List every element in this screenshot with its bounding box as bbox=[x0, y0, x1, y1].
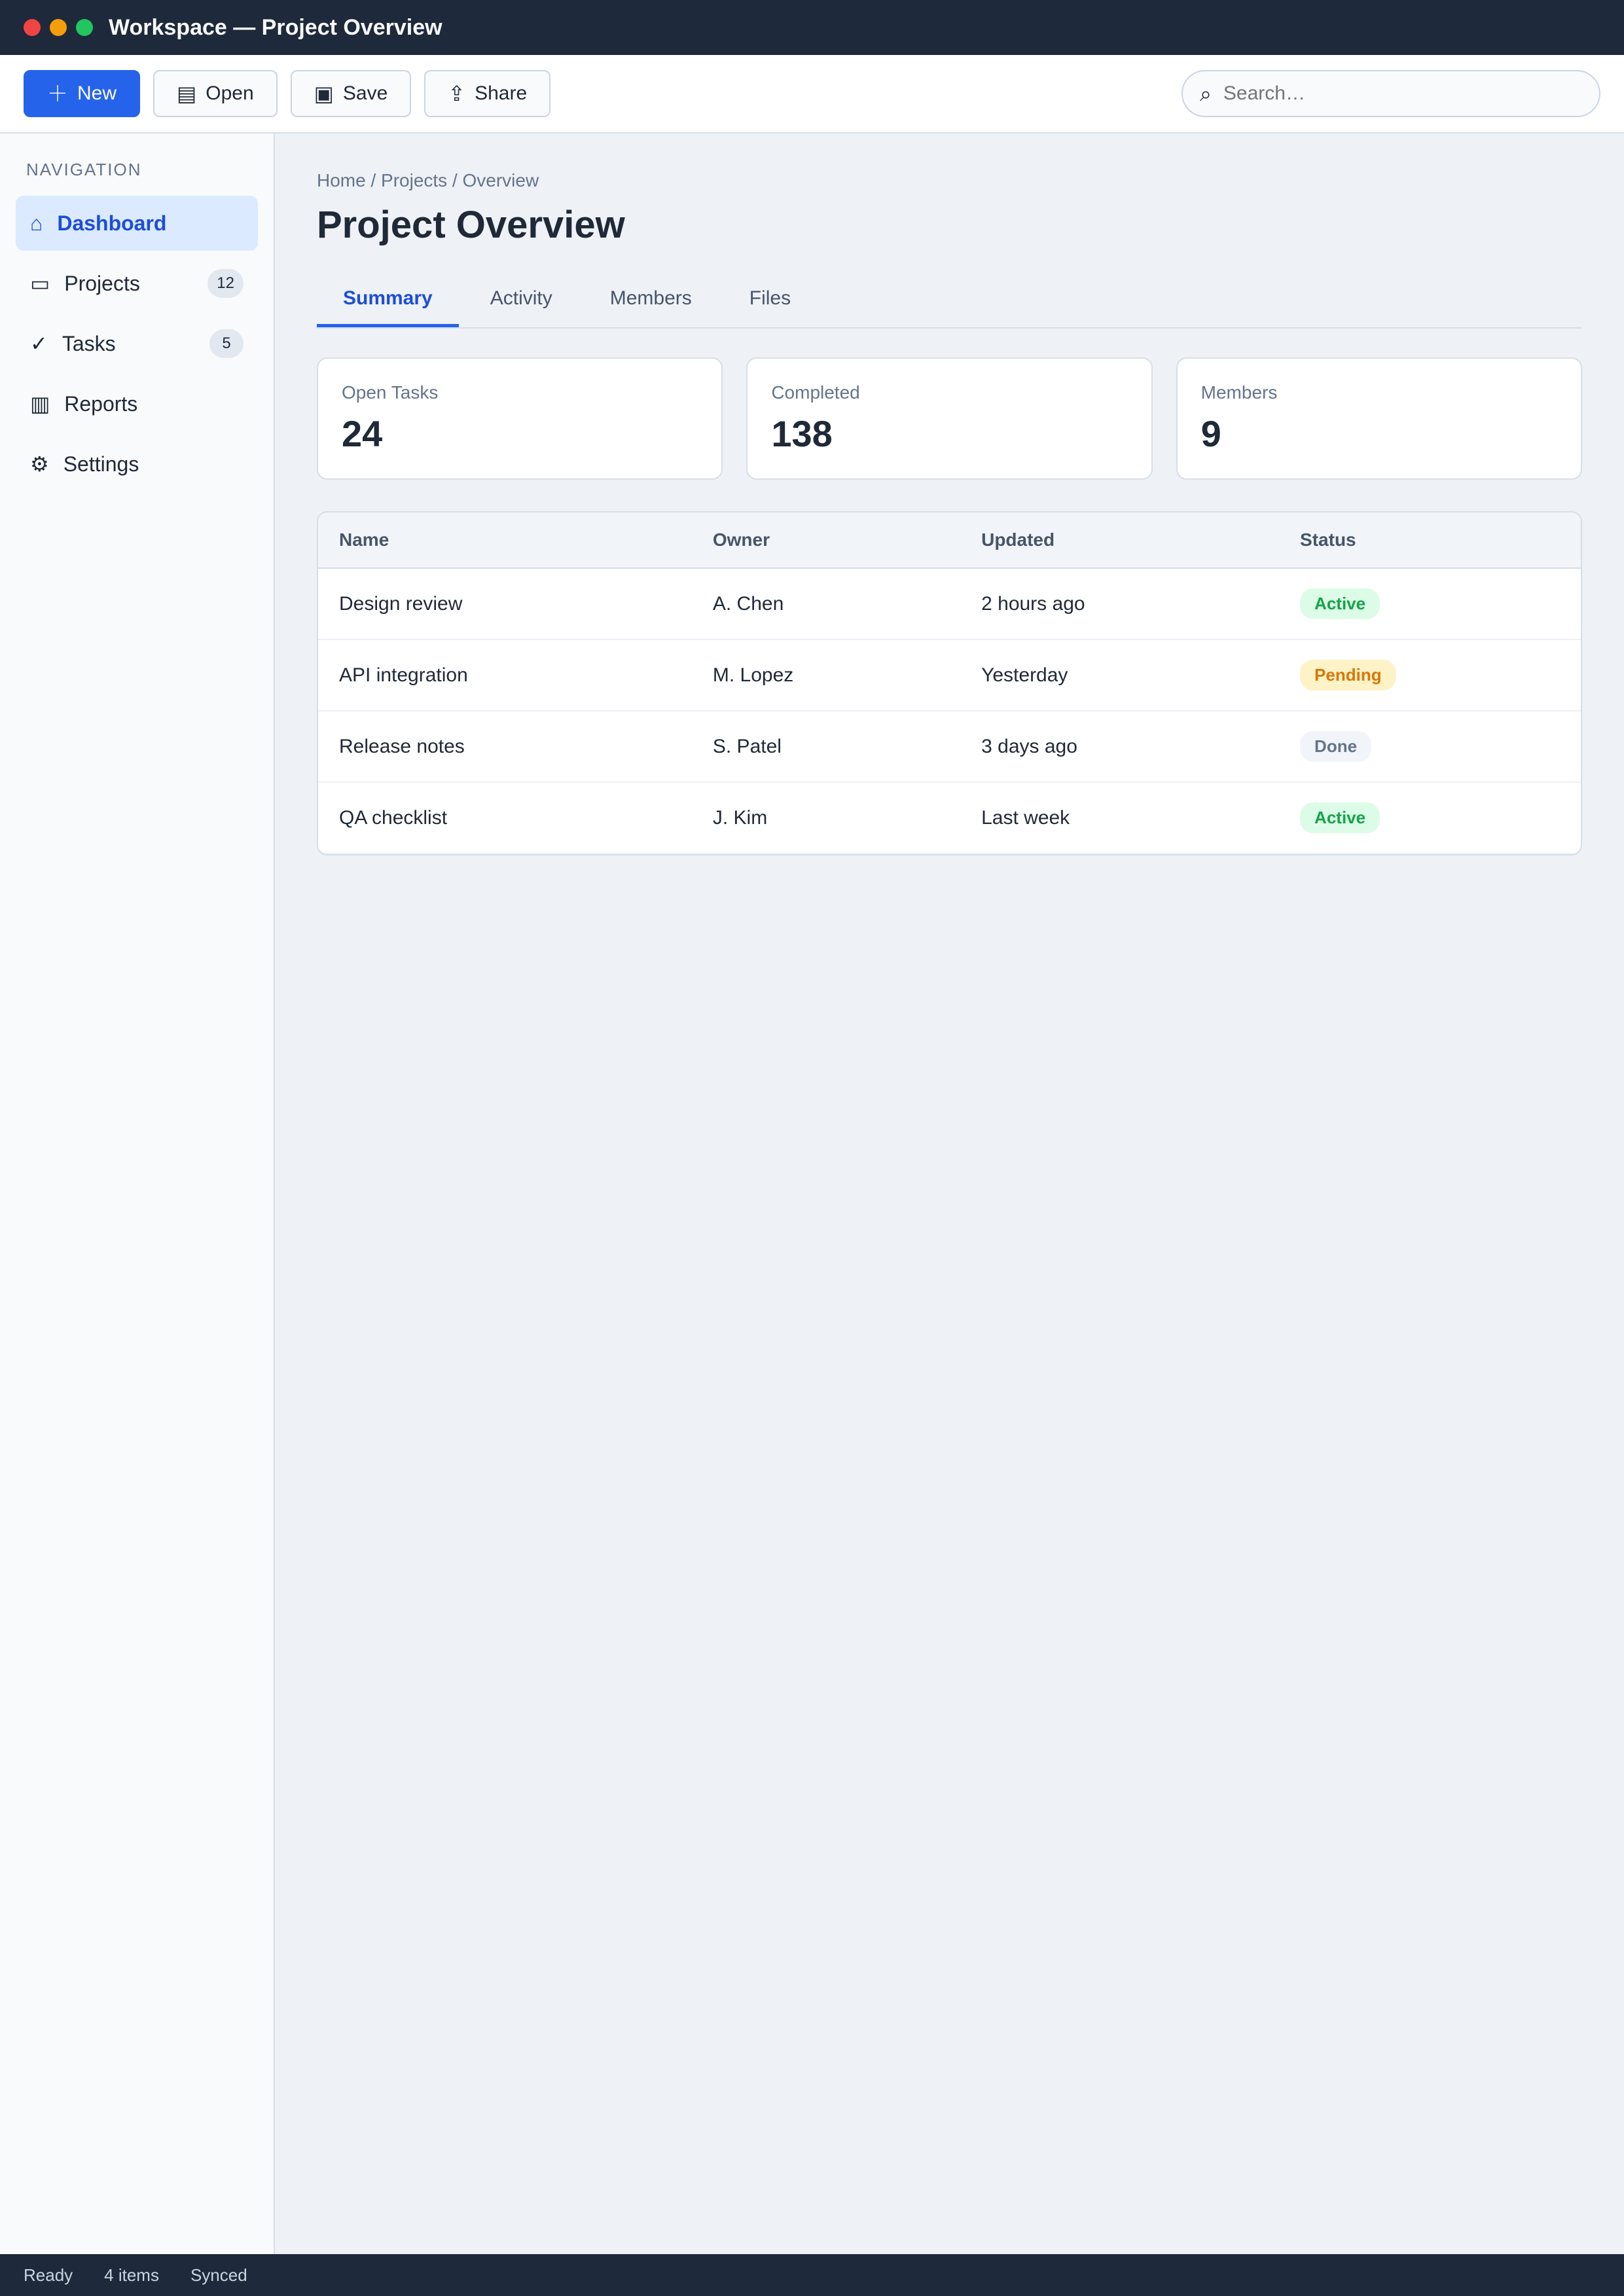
search-input[interactable] bbox=[1222, 82, 1582, 105]
tab-bar bbox=[317, 273, 1582, 329]
cell-status bbox=[1279, 711, 1581, 782]
sidebar bbox=[0, 134, 275, 2254]
chart-icon: ▥ bbox=[30, 392, 50, 416]
count-badge: 12 bbox=[208, 269, 244, 298]
cell-updated: 2 hours ago bbox=[960, 568, 1279, 639]
column-header[interactable]: Owner bbox=[692, 512, 960, 568]
plus-icon: ＋ bbox=[47, 82, 69, 105]
table-row[interactable] bbox=[318, 568, 1581, 639]
save-icon: ▣ bbox=[314, 82, 334, 105]
card-label: Completed bbox=[771, 382, 860, 403]
column-header[interactable]: Status bbox=[1279, 512, 1581, 568]
sidebar-item-reports[interactable] bbox=[16, 376, 258, 431]
cell-owner: M. Lopez bbox=[692, 639, 960, 711]
status-badge: Active bbox=[1300, 588, 1380, 619]
sidebar-heading: NAVIGATION bbox=[26, 160, 142, 179]
table-header-row bbox=[318, 512, 1581, 568]
cell-status bbox=[1279, 568, 1581, 639]
open-button[interactable] bbox=[153, 70, 278, 117]
cell-name: Design review bbox=[318, 568, 692, 639]
sidebar-item-label: Projects bbox=[64, 271, 140, 295]
cell-name: Release notes bbox=[318, 711, 692, 782]
summary-card bbox=[1176, 357, 1582, 480]
home-icon: ⌂ bbox=[30, 211, 43, 235]
card-value: 138 bbox=[771, 413, 833, 454]
cell-updated: Last week bbox=[960, 782, 1279, 853]
card-label: Members bbox=[1200, 382, 1278, 403]
tab-summary[interactable]: Summary bbox=[317, 273, 459, 327]
title-bar bbox=[0, 0, 1624, 55]
window-title: Workspace — Project Overview bbox=[109, 14, 442, 40]
count-badge: 5 bbox=[209, 329, 244, 358]
check-icon: ✓ bbox=[30, 332, 48, 355]
status-middle: 4 items bbox=[104, 2265, 159, 2285]
cell-updated: Yesterday bbox=[960, 639, 1279, 711]
card-value: 9 bbox=[1200, 413, 1221, 454]
window-controls bbox=[24, 19, 93, 36]
column-header[interactable]: Name bbox=[318, 512, 692, 568]
new-button-label: New bbox=[77, 82, 117, 104]
search-icon: ⌕ bbox=[1200, 82, 1212, 105]
share-icon: ⇪ bbox=[448, 82, 466, 105]
status-left: Ready bbox=[24, 2265, 73, 2285]
sidebar-item-label: Reports bbox=[64, 391, 138, 416]
items-table bbox=[318, 512, 1581, 854]
close-window-button[interactable] bbox=[24, 19, 41, 36]
cell-status bbox=[1279, 782, 1581, 853]
folder-open-icon: ▤ bbox=[177, 82, 197, 105]
tab-members[interactable]: Members bbox=[609, 287, 692, 309]
open-button-label: Open bbox=[206, 82, 254, 104]
cell-owner: S. Patel bbox=[692, 711, 960, 782]
cell-updated: 3 days ago bbox=[960, 711, 1279, 782]
page-title: Project Overview bbox=[317, 204, 625, 246]
main-content bbox=[275, 134, 1624, 2254]
cell-owner: A. Chen bbox=[692, 568, 960, 639]
status-badge: Done bbox=[1300, 731, 1371, 762]
data-table bbox=[317, 511, 1582, 855]
sidebar-item-label: Dashboard bbox=[57, 211, 167, 235]
summary-cards bbox=[317, 357, 1582, 480]
sidebar-item-label: Settings bbox=[63, 452, 139, 476]
save-button-label: Save bbox=[342, 82, 388, 104]
table-row[interactable] bbox=[318, 711, 1581, 782]
minimize-window-button[interactable] bbox=[50, 19, 67, 36]
sidebar-item-tasks[interactable] bbox=[16, 316, 258, 371]
sidebar-item-dashboard[interactable] bbox=[16, 196, 258, 251]
search-box bbox=[1182, 70, 1600, 117]
maximize-window-button[interactable] bbox=[76, 19, 93, 36]
cell-status bbox=[1279, 639, 1581, 711]
save-button[interactable] bbox=[291, 70, 412, 117]
tab-files[interactable]: Files bbox=[749, 287, 791, 309]
table-row[interactable] bbox=[318, 639, 1581, 711]
card-label: Open Tasks bbox=[342, 382, 439, 403]
gear-icon: ⚙ bbox=[30, 452, 49, 476]
toolbar bbox=[0, 55, 1624, 134]
share-button-label: Share bbox=[475, 82, 528, 104]
share-button[interactable] bbox=[424, 70, 550, 117]
table-row[interactable] bbox=[318, 782, 1581, 853]
column-header[interactable]: Updated bbox=[960, 512, 1279, 568]
sidebar-item-label: Tasks bbox=[62, 331, 116, 355]
card-value: 24 bbox=[342, 413, 383, 454]
tab-activity[interactable]: Activity bbox=[490, 287, 552, 309]
sidebar-item-projects[interactable] bbox=[16, 256, 258, 311]
breadcrumb: Home / Projects / Overview bbox=[317, 170, 539, 190]
new-button[interactable] bbox=[24, 70, 140, 117]
folder-icon: ▭ bbox=[30, 272, 50, 295]
sidebar-item-settings[interactable] bbox=[16, 437, 258, 492]
cell-owner: J. Kim bbox=[692, 782, 960, 853]
summary-card bbox=[317, 357, 723, 480]
summary-card bbox=[746, 357, 1152, 480]
status-badge: Active bbox=[1300, 802, 1380, 833]
status-right: Synced bbox=[190, 2265, 247, 2285]
cell-name: QA checklist bbox=[318, 782, 692, 853]
cell-name: API integration bbox=[318, 639, 692, 711]
status-badge: Pending bbox=[1300, 660, 1396, 691]
status-bar bbox=[0, 2254, 1624, 2296]
